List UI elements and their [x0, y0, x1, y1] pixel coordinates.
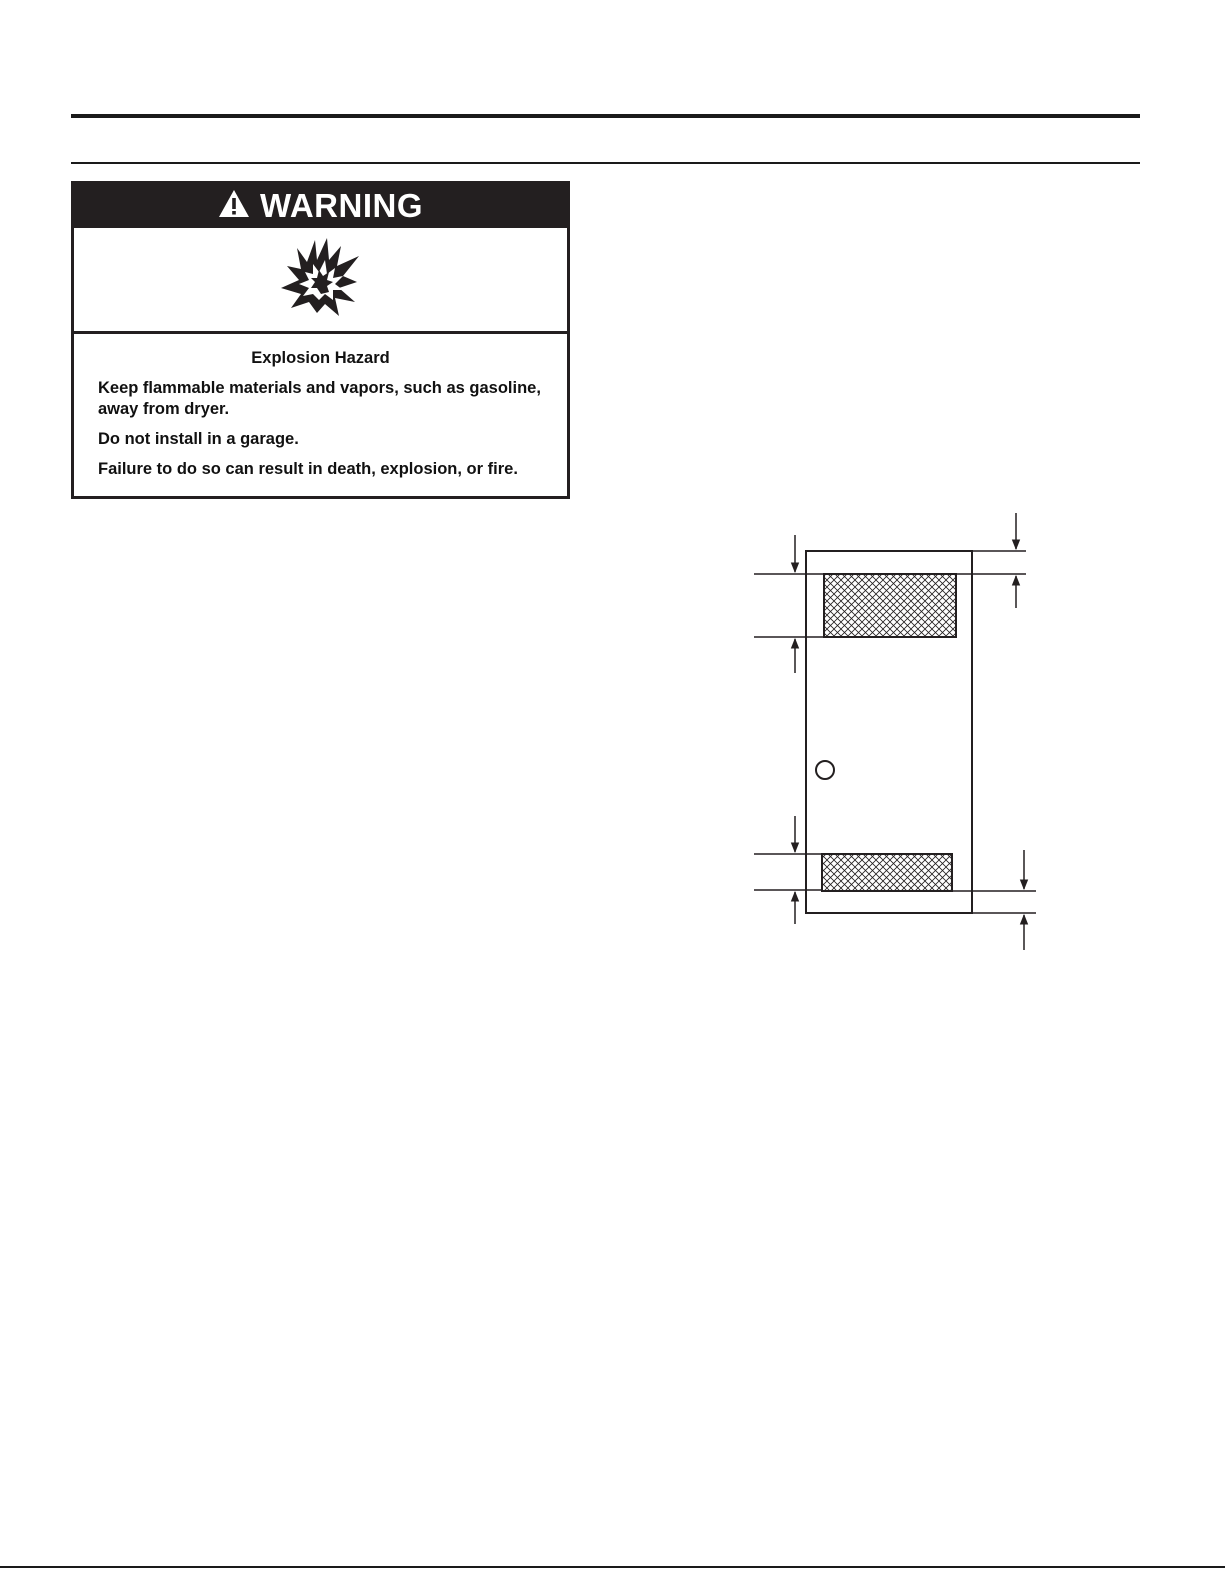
warning-header	[74, 184, 567, 228]
upper-vent-hatch	[824, 574, 956, 637]
warning-title: WARNING	[260, 187, 423, 224]
header-rule-bottom	[71, 162, 1140, 164]
warning-line-flammable: Keep flammable materials and vapors, such as gasoline, away from dryer.	[98, 379, 541, 418]
warning-line-garage: Do not install in a garage.	[98, 430, 299, 448]
warning-body	[74, 334, 567, 480]
footer-rule	[0, 1566, 1225, 1568]
explosion-icon	[279, 236, 363, 323]
warning-line-consequence: Failure to do so can result in death, explosion, or fire.	[98, 460, 518, 478]
warning-box	[71, 181, 570, 499]
lower-vent-hatch	[822, 854, 952, 891]
alert-triangle-icon	[218, 189, 250, 223]
header-rule-top	[71, 114, 1140, 118]
warning-symbol-area	[74, 228, 567, 334]
hazard-title: Explosion Hazard	[251, 349, 390, 367]
door-vent-diagram	[750, 510, 1050, 955]
door-knob	[816, 761, 834, 779]
